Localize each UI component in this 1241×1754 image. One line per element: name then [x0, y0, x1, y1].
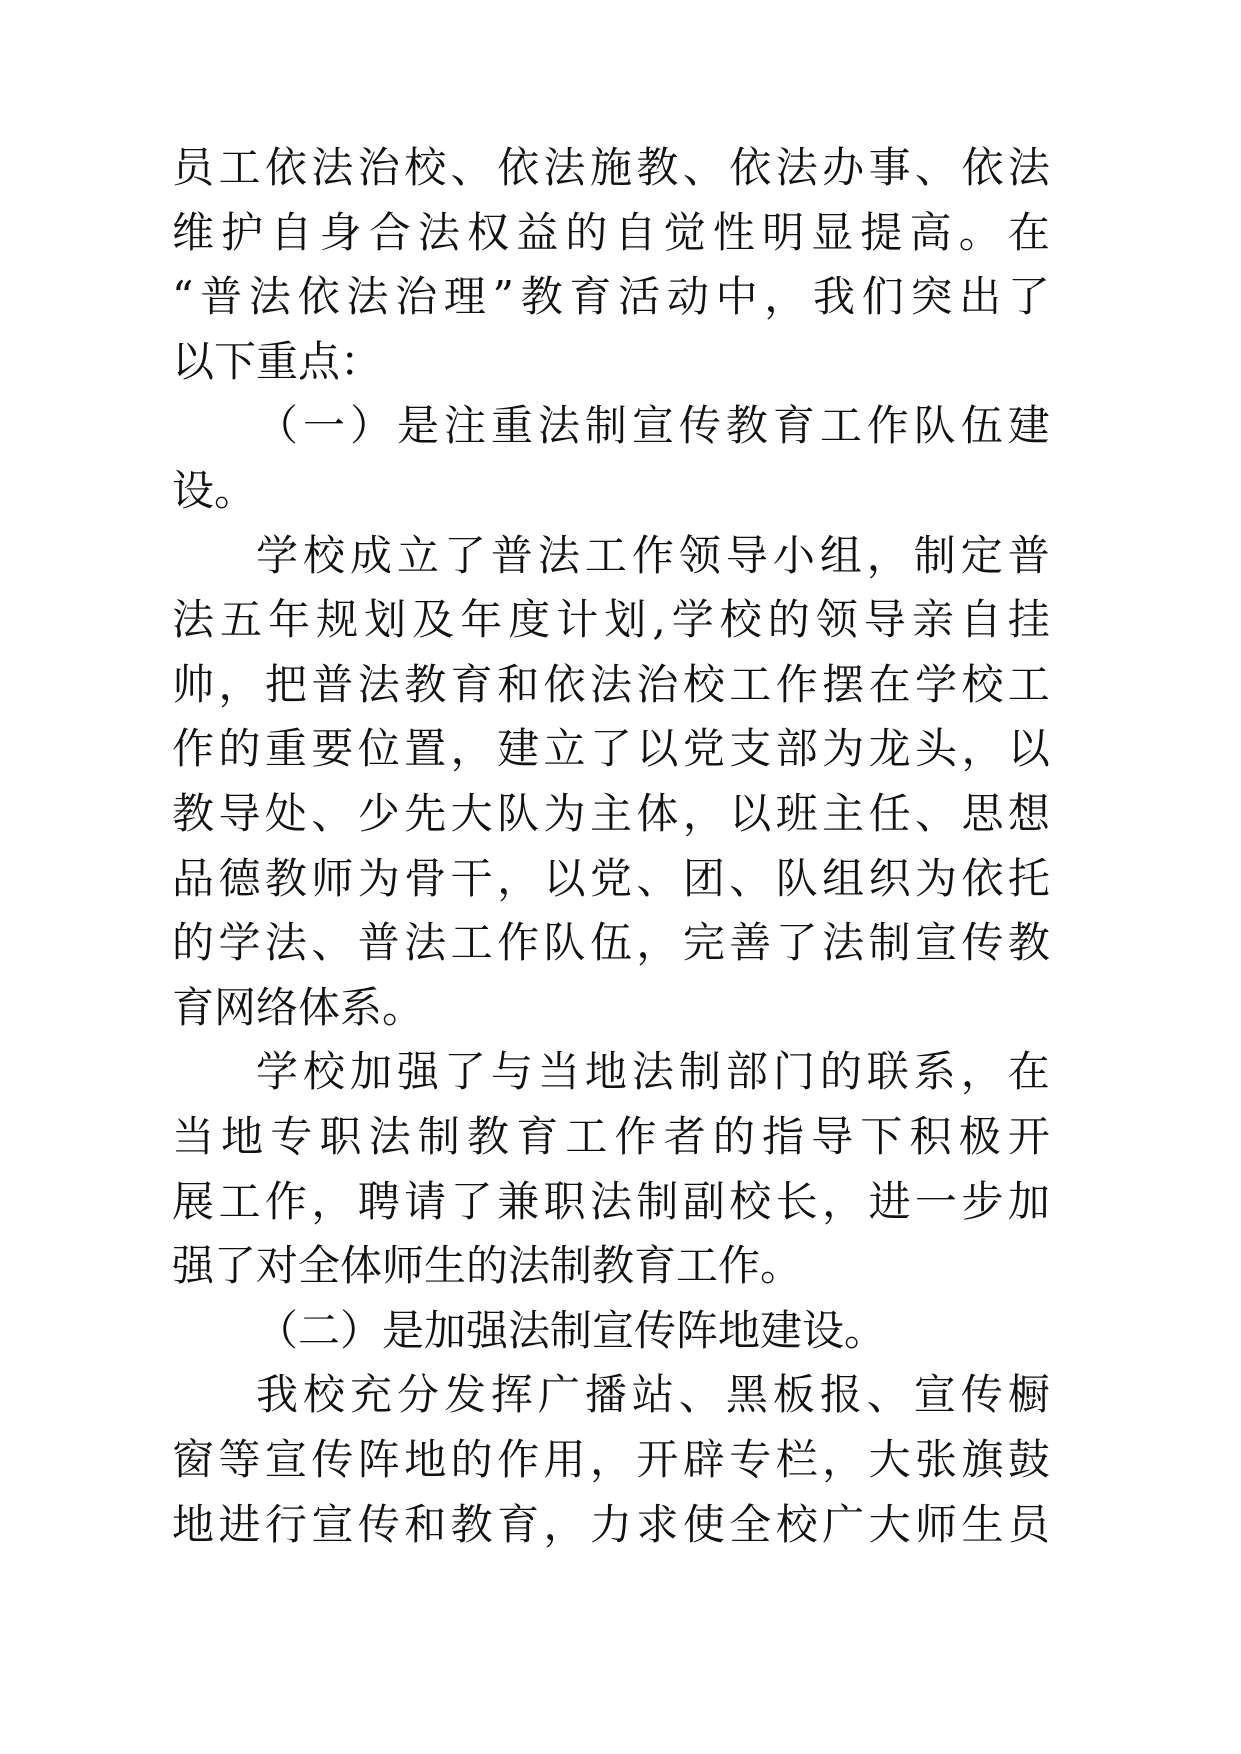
text-line: 的 学 法 、 普 法 工 作 队 伍 ， 完 善 了 法 制 宣 传 教 — [172, 918, 1050, 968]
text-line: 员 工 依 法 治 校 、 依 法 施 教 、 依 法 办 事 、 依 法 — [172, 143, 1050, 192]
text-line: 我 校 充 分 发 挥 广 播 站 、 黑 板 报 、 宣 传 橱 — [256, 1370, 1050, 1420]
text-line: 维 护 自 身 合 法 权 益 的 自 觉 性 明 显 提 高 。 在 — [172, 207, 1050, 257]
text-line: 帅 ， 把 普 法 教 育 和 依 法 治 校 工 作 摆 在 学 校 工 — [172, 659, 1050, 709]
text-line: 当 地 专 职 法 制 教 育 工 作 者 的 指 导 下 积 极 开 — [172, 1112, 1050, 1161]
text-line: 窗 等 宣 传 阵 地 的 作 用 ， 开 辟 专 栏 ， 大 张 旗 鼓 — [172, 1435, 1050, 1484]
text-line: 设。 — [172, 466, 257, 515]
text-line: 法 五 年 规 划 及 年 度 计 划 , 学 校 的 领 导 亲 自 挂 — [172, 595, 1050, 645]
text-line: 地 进 行 宣 传 和 教 育 ， 力 求 使 全 校 广 大 师 生 员 — [172, 1499, 1050, 1549]
text-line: “ 普 法 依 法 治 理 ” 教 育 活 动 中 ， 我 们 突 出 了 — [172, 272, 1050, 322]
text-line: 强了对全体师生的法制教育工作。 — [172, 1241, 803, 1291]
text-line: 育网络体系。 — [172, 982, 425, 1032]
text-line: 以下重点： — [172, 336, 383, 386]
text-line: 学 校 成 立 了 普 法 工 作 领 导 小 组 ， 制 定 普 — [256, 530, 1050, 580]
text-line: （ 一 ） 是 注 重 法 制 宣 传 教 育 工 作 队 伍 建 — [256, 401, 1050, 451]
text-line: 学 校 加 强 了 与 当 地 法 制 部 门 的 联 系 ， 在 — [256, 1047, 1050, 1097]
document-page — [172, 0, 1050, 1754]
text-line: 作 的 重 要 位 置 ， 建 立 了 以 党 支 部 为 龙 头 ， 以 — [172, 724, 1050, 774]
text-line: 展 工 作 ， 聘 请 了 兼 职 法 制 副 校 长 ， 进 一 步 加 — [172, 1176, 1050, 1226]
text-line: 品 德 教 师 为 骨 干 ， 以 党 、 团 、 队 组 织 为 依 托 — [172, 853, 1050, 903]
text-line: 教 导 处 、 少 先 大 队 为 主 体 ， 以 班 主 任 、 思 想 — [172, 789, 1050, 838]
text-line: （二）是加强法制宣传阵地建设。 — [256, 1305, 887, 1355]
